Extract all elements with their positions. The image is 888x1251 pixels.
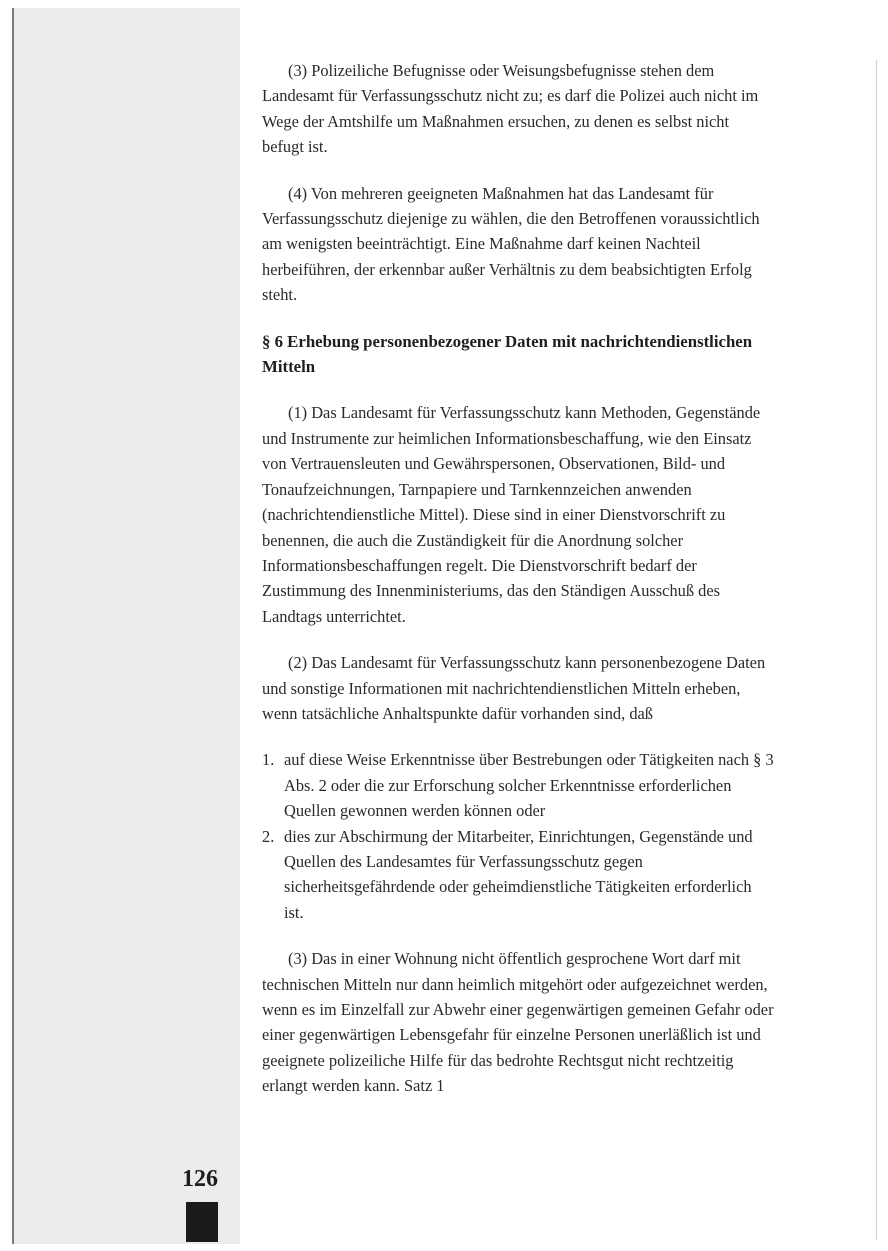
list-item (262, 824, 774, 926)
list-item-text: auf diese Weise Erkenntnisse über Bestrebungen oder Tätigkeiten nach § 3 Abs. 2 oder die zur Erforschung solcher Erkenntnisse erforderlichen Quellen gewonnen werden können oder (284, 750, 774, 821)
document-body (262, 58, 774, 1120)
paragraph-absatz-3-polizeiliche-befugnisse: (3) Polizeiliche Befugnisse oder Weisungsbefugnisse stehen dem Landesamt für Verfassungsschutz nicht zu; es darf die Polizei auch nicht im Wege der Amtshilfe um Maßnahmen ersuchen, zu denen es selbst nicht befugt ist. (262, 61, 759, 157)
numbered-list (262, 747, 774, 925)
thumb-index-mark (186, 1202, 218, 1242)
page-number: 126 (182, 1166, 218, 1192)
paragraph-absatz-4-massnahmen: (4) Von mehreren geeigneten Maßnahmen hat das Landesamt für Verfassungsschutz diejenige zu wählen, die den Betroffenen voraussichtlich am wenigsten beeinträchtigt. Eine Maßnahme darf keinen Nachteil herbeiführen, der erkennbar außer Verhältnis zu dem beabsichtigten Erfolg steht. (262, 183, 760, 305)
right-page-edge (876, 60, 877, 1240)
list-item (262, 747, 774, 823)
list-item-text: dies zur Abschirmung der Mitarbeiter, Einrichtungen, Gegenstände und Quellen des Landesamtes für Verfassungsschutz gegen sicherheitsgefährdende oder geheimdienstliche Tätigkeiten erforderlich ist. (284, 826, 753, 922)
list-item-number: 1. (262, 750, 275, 770)
paragraph-absatz-1-methoden: (1) Das Landesamt für Verfassungsschutz kann Methoden, Gegenstände und Instrumente zur heimlichen Informationsbeschaffung, wie den Einsatz von Vertrauensleuten und Gewährspersonen, Observationen, Bild- und Tonaufzeichnungen, Tarnpapiere und Tarnkennzeichen anwenden (nachrichtendienstliche Mittel). Diese sind in einer Dienstvorschrift zu benennen, die auch die Zuständigkeit für die Anordnung solcher Informationsbeschaffungen regelt. Die Dienstvorschrift bedarf der Zustimmung des Innenministeriums, das den Ständigen Ausschuß des Landtags unterrichtet. (262, 403, 761, 626)
page-margin-shade (14, 8, 240, 1244)
paragraph-absatz-3-wohnung: (3) Das in einer Wohnung nicht öffentlich gesprochene Wort darf mit technischen Mitteln nur dann heimlich mitgehört oder aufgezeichnet werden, wenn es im Einzelfall zur Abwehr einer gegenwärtigen gemeinen Gefahr oder einer gegenwärtigen Lebensgefahr für einzelne Personen unerläßlich ist und geeignete polizeiliche Hilfe für das bedrohte Rechtsgut nicht rechtzeitig erlangt werden kann. Satz 1 (262, 949, 774, 1096)
section-heading-paragraph-6: § 6 Erhebung personenbezogener Daten mit nachrichtendienstlichen Mitteln (262, 331, 753, 377)
paragraph-absatz-2-erhebung: (2) Das Landesamt für Verfassungsschutz kann personenbezogene Daten und sonstige Informationen mit nachrichtendienstlichen Mitteln erheben, wenn tatsächliche Anhaltspunkte dafür vorhanden sind, daß (262, 653, 766, 723)
list-item-number: 2. (262, 826, 275, 846)
